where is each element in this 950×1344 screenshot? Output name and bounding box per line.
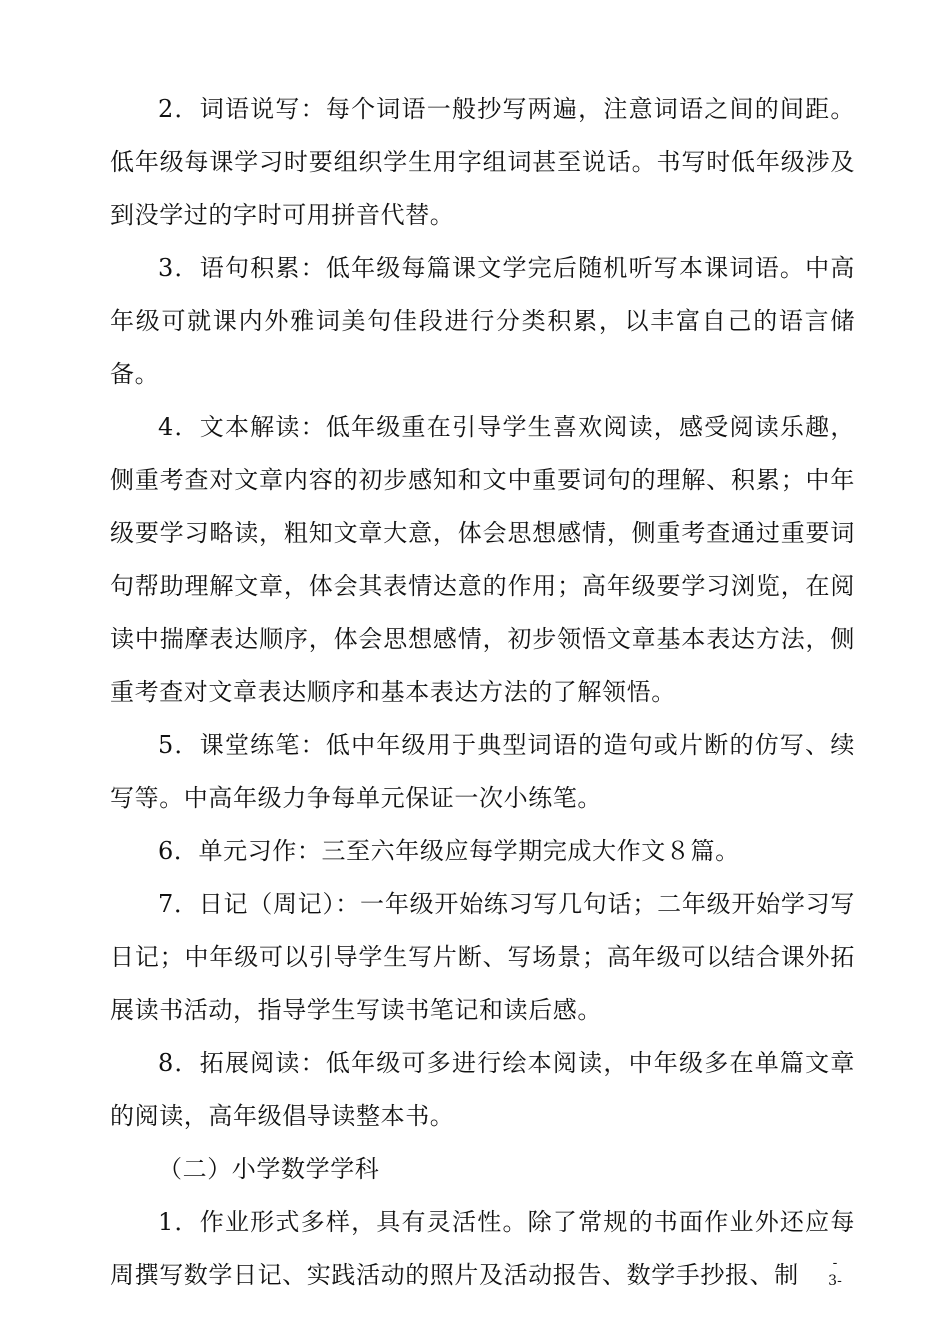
paragraph-word-writing: 2．词语说写：每个词语一般抄写两遍，注意词语之间的间距。低年级每课学习时要组织学生用字组词甚至说话。书写时低年级涉及到没学过的字时可用拼音代替。 bbox=[110, 95, 855, 229]
paragraph-text-interpretation: 4．文本解读：低年级重在引导学生喜欢阅读，感受阅读乐趣，侧重考查对文章内容的初步感知和文中重要词句的理解、积累；中年级要学习略读，粗知文章大意，体会思想感情，侧重考查通过重要词句帮助理解文章，体会其表情达意的作用；高年级要学习浏览，在阅读中揣摩表达顺序，体会思想感情，初步领悟文章基本表达方法，侧重考查对文章表达顺序和基本表达方法的了解领悟。 bbox=[110, 413, 855, 706]
section-heading-math: （二）小学数学学科 bbox=[158, 1155, 380, 1183]
page-body bbox=[110, 83, 855, 1302]
paragraph-extended-reading: 8．拓展阅读：低年级可多进行绘本阅读，中年级多在单篇文章的阅读，高年级倡导读整本书。 bbox=[110, 1049, 855, 1130]
paragraph-math-homework-forms: 1．作业形式多样，具有灵活性。除了常规的书面作业外还应每周撰写数学日记、实践活动的照片及活动报告、数学手抄报、制 bbox=[110, 1208, 855, 1289]
paragraph-diary: 7．日记（周记）：一年级开始练习写几句话；二年级开始学习写日记；中年级可以引导学生写片断、写场景；高年级可以结合课外拓展读书活动，指导学生写读书笔记和读后感。 bbox=[110, 890, 855, 1024]
paragraph-sentence-accumulation: 3．语句积累：低年级每篇课文学完后随机听写本课词语。中高年级可就课内外雅词美句佳段进行分类积累，以丰富自己的语言储备。 bbox=[110, 254, 855, 388]
paragraph-unit-composition: 6．单元习作：三至六年级应每学期完成大作文８篇。 bbox=[158, 837, 740, 865]
paragraph-class-writing-practice: 5．课堂练笔：低中年级用于典型词语的造句或片断的仿写、续写等。中高年级力争每单元保证一次小练笔。 bbox=[110, 731, 855, 812]
page-number: - 3- bbox=[828, 1255, 842, 1289]
